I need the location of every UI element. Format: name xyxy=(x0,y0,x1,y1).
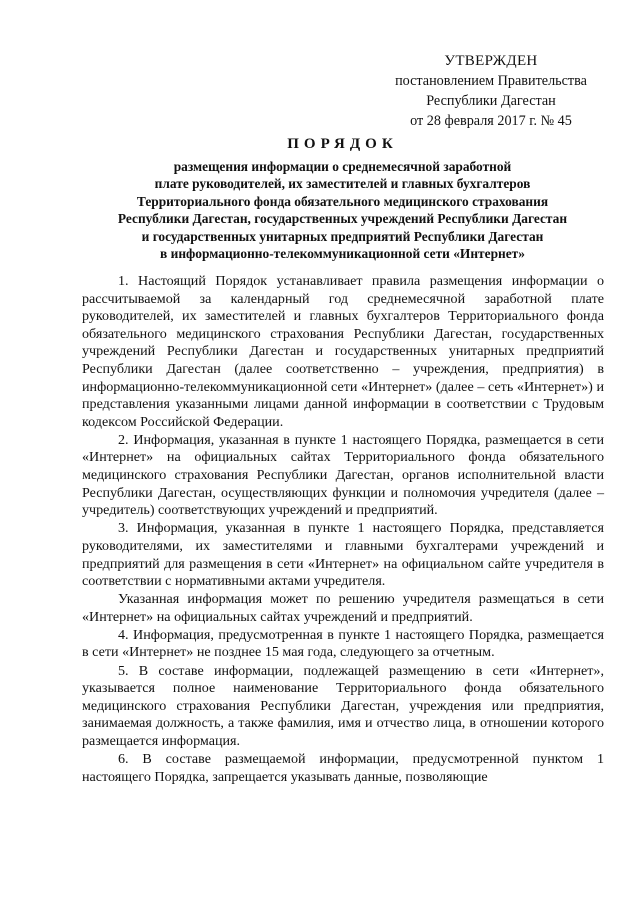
title-line: плате руководителей, их заместителей и главных бухгалтеров xyxy=(154,176,531,191)
paragraph-1: 1. Настоящий Порядок устанавливает правила размещения информации о рассчитываемой за календарный год среднемесячной заработной плате руководителей, их заместителей и главных бухгалтеров Территориального фонда обязательного медицинского страхования Республики Дагестан, государственных учреждений Республики Дагестан и государственных унитарных предприятий Республики Дагестан (далее соответственно – учреждения, предприятия) в информационно-телекоммуникационной сети «Интернет» (далее – сеть «Интернет») и представления указанными лицами данной информации в соответствии с Трудовым кодексом Российской Федерации. xyxy=(82,273,604,430)
approval-line: постановлением Правительства xyxy=(395,73,587,89)
title-line: и государственных унитарных предприятий Республики Дагестан xyxy=(141,228,544,244)
document-body xyxy=(82,273,604,786)
title-line: размещения информации о среднемесячной заработной xyxy=(173,158,512,174)
title-line: Республики Дагестан, государственных учреждений Республики Дагестан xyxy=(117,211,568,226)
paragraph-6: 6. В составе размещаемой информации, предусмотренной пунктом 1 настоящего Порядка, запрещается указывать данные, позволяющие xyxy=(82,751,604,785)
paragraph-2: 2. Информация, указанная в пункте 1 настоящего Порядка, размещается в сети «Интернет» на официальных сайтах Территориального фонда обязательного медицинского страхования Республики Дагестан, органов исполнительной власти Республики Дагестан, осуществляющих функции и полномочия учредителя (далее – учредитель) соответствующих учреждений и предприятий. xyxy=(82,431,604,519)
paragraph-4: 4. Информация, предусмотренная в пункте 1 настоящего Порядка, размещается в сети «Интернет» не позднее 15 мая года, следующего за отчетным. xyxy=(82,626,604,661)
paragraph-3-note: Указанная информация может по решению учредителя размещаться в сети «Интернет» на официальных сайтах учреждений и предприятий. xyxy=(82,591,604,625)
approval-stamp xyxy=(376,51,606,131)
title-line: в информационно-телекоммуникационной сети «Интернет» xyxy=(160,246,525,261)
approval-date: от 28 февраля 2017 г. № 45 xyxy=(410,113,572,129)
title-main: ПОРЯДОК xyxy=(287,136,398,152)
approval-line: Республики Дагестан xyxy=(426,93,556,109)
approval-heading: УТВЕРЖДЕН xyxy=(444,53,538,69)
paragraph-3: 3. Информация, указанная в пункте 1 настоящего Порядка, представляется руководителями, их заместителями и главными бухгалтерами учреждений и предприятий для размещения в сети «Интернет» на официальном сайте учредителя в соответствии с нормативными актами учредителя. xyxy=(82,520,604,590)
document-title xyxy=(80,136,605,263)
paragraph-5: 5. В составе информации, подлежащей размещению в сети «Интернет», указывается полное наименование Территориального фонда обязательного медицинского страхования Республики Дагестан, учреждения или предприятия, занимаемая должность, а также фамилия, имя и отчество лица, в отношении которого размещается информация. xyxy=(82,662,604,749)
title-line: Территориального фонда обязательного медицинского страхования xyxy=(136,193,549,209)
